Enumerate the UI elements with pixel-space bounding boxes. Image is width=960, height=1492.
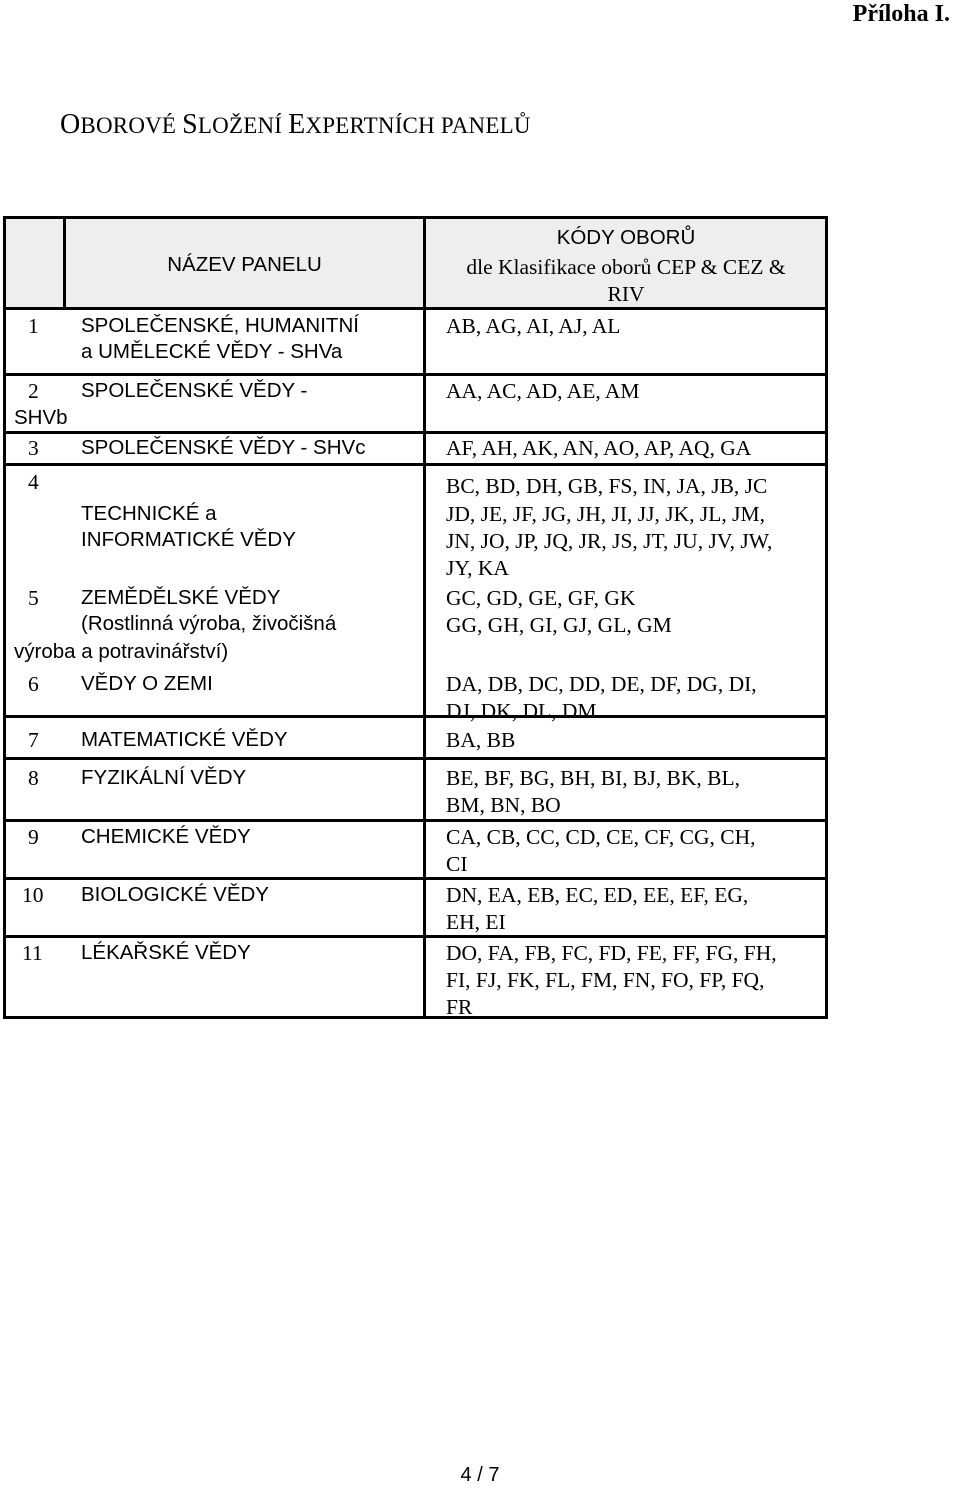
panel-codes-line: FR	[446, 995, 473, 1019]
panel-name-line: a UMĚLECKÉ VĚDY - SHVa	[81, 340, 343, 363]
panel-name-line: TECHNICKÉ a	[81, 502, 217, 525]
row-number: 7	[28, 728, 39, 752]
row-number: 1	[28, 314, 39, 338]
row-number: 11	[22, 941, 43, 965]
header-panel-name: NÁZEV PANELU	[167, 253, 322, 276]
panel-codes-line: AA, AC, AD, AE, AM	[446, 379, 640, 403]
row-divider	[6, 463, 825, 466]
panel-name-line: výroba a potravinářství)	[14, 640, 229, 663]
panel-codes-line: BC, BD, DH, GB, FS, IN, JA, JB, JC	[446, 474, 768, 498]
title-initial-3: E	[288, 109, 306, 140]
panel-name-line: SPOLEČENSKÉ VĚDY - SHVc	[81, 436, 366, 459]
panel-codes-line: CA, CB, CC, CD, CE, CF, CG, CH,	[446, 825, 756, 849]
annex-label: Příloha I.	[852, 1, 950, 27]
header-codes-subtitle: dle Klasifikace oborů CEP & CEZ &	[466, 255, 786, 279]
expert-panels-table	[3, 216, 828, 1019]
row-divider	[6, 307, 825, 310]
panel-codes-line: GC, GD, GE, GF, GK	[446, 586, 636, 610]
header-codes-subtitle-cont: RIV	[607, 282, 645, 306]
panel-name-line: ZEMĚDĚLSKÉ VĚDY	[81, 586, 281, 609]
page-title	[60, 110, 531, 141]
panel-codes-line: BA, BB	[446, 728, 516, 752]
row-divider	[6, 715, 825, 718]
panel-name-line: INFORMATICKÉ VĚDY	[81, 528, 296, 551]
column-divider	[423, 219, 426, 1019]
panel-codes-line: GG, GH, GI, GJ, GL, GM	[446, 613, 672, 637]
panel-codes-line: BM, BN, BO	[446, 793, 561, 817]
panel-name-line: BIOLOGICKÉ VĚDY	[81, 883, 269, 906]
panel-codes-line: JY, KA	[446, 556, 509, 580]
panel-name-line: FYZIKÁLNÍ VĚDY	[81, 766, 247, 789]
row-number: 6	[28, 672, 39, 696]
title-word-3: XPERTNÍCH PANELŮ	[305, 113, 531, 138]
row-number: 3	[28, 436, 39, 460]
panel-codes-line: BE, BF, BG, BH, BI, BJ, BK, BL,	[446, 766, 740, 790]
title-word-1: BOROVÉ	[80, 113, 183, 138]
panel-name-line: LÉKAŘSKÉ VĚDY	[81, 941, 251, 964]
panel-codes-line: DA, DB, DC, DD, DE, DF, DG, DI,	[446, 672, 757, 696]
page-number: 4 / 7	[460, 1464, 500, 1486]
row-divider	[6, 877, 825, 880]
row-divider	[6, 935, 825, 938]
title-initial-2: S	[182, 109, 198, 140]
panel-codes-line: AB, AG, AI, AJ, AL	[446, 314, 621, 338]
panel-name-line: SHVb	[14, 406, 68, 429]
row-divider	[6, 819, 825, 822]
panel-name-line: CHEMICKÉ VĚDY	[81, 825, 251, 848]
panel-codes-line: FI, FJ, FK, FL, FM, FN, FO, FP, FQ,	[446, 968, 765, 992]
panel-codes-line: JD, JE, JF, JG, JH, JI, JJ, JK, JL, JM,	[446, 502, 766, 526]
row-number: 9	[28, 825, 39, 849]
panel-codes-line: JN, JO, JP, JQ, JR, JS, JT, JU, JV, JW,	[446, 529, 773, 553]
panel-name-line: VĚDY O ZEMI	[81, 672, 213, 695]
panel-codes-line: AF, AH, AK, AN, AO, AP, AQ, GA	[446, 436, 752, 460]
panel-codes-line: CI	[446, 852, 468, 876]
header-codes-title: KÓDY OBORŮ	[556, 226, 696, 249]
panel-codes-line: DJ, DK, DL, DM	[446, 699, 597, 723]
row-number: 2	[28, 379, 39, 403]
row-number: 10	[22, 883, 44, 907]
panel-name-line: SPOLEČENSKÉ VĚDY -	[81, 379, 308, 402]
title-initial-1: O	[60, 109, 81, 140]
panel-codes-line: DN, EA, EB, EC, ED, EE, EF, EG,	[446, 883, 749, 907]
panel-codes-line: DO, FA, FB, FC, FD, FE, FF, FG, FH,	[446, 941, 777, 965]
row-number: 4	[28, 470, 39, 494]
row-divider	[6, 757, 825, 760]
panel-name-line: MATEMATICKÉ VĚDY	[81, 728, 288, 751]
row-number: 8	[28, 766, 39, 790]
panel-codes-line: EH, EI	[446, 910, 506, 934]
row-divider	[6, 373, 825, 376]
row-number: 5	[28, 586, 39, 610]
title-word-2: LOŽENÍ	[197, 113, 289, 138]
panel-name-line: (Rostlinná výroba, živočišná	[81, 612, 337, 635]
panel-name-line: SPOLEČENSKÉ, HUMANITNÍ	[81, 314, 359, 337]
row-divider	[6, 431, 825, 434]
